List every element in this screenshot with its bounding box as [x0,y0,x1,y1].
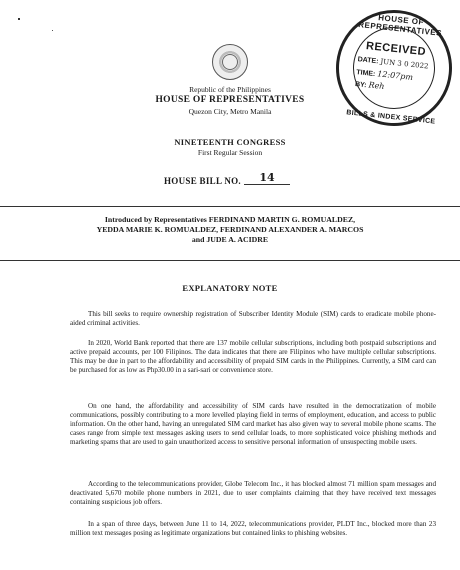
scan-speck [18,18,20,20]
received-stamp [330,4,457,131]
city-line: Quezon City, Metro Manila [188,107,272,116]
paragraph-text: In 2020, World Bank reported that there are 137 mobile cellular subscriptions, including both postpaid subscriptions and active prepaid accounts, per 100 Filipinos. The data indicates that there are Filipinos who have multiple cellular subscriptions. This may be due in part to the affordability and accessibility of prepaid SIM cards in the Philippines. Currently, a SIM card can be purchased for as low as Php30.00 in a sari-sari or convenience store. [70,339,436,374]
paragraph-1 [70,310,436,328]
paragraph-4 [70,480,436,507]
explanatory-note-title: EXPLANATORY NOTE [182,283,278,293]
stamp-top-text: HOUSE OF REPRESENTATIVES [357,13,443,38]
session-line: First Regular Session [197,148,263,157]
paragraph-text: On one hand, the affordability and accessibility of SIM cards have resulted in the democratization of mobile communications, possibly contributing to a more levelled playing field in terms of employment, education, and access to public information. On the other hand, having an unregulated SIM card market has also given way to several mobile phone scams. The cases range from simple text messages asking users to send cellular loads, to more sophisticated voice phishing methods and marketing spams that are used to gain unauthorized access to sensitive personal information of unsuspecting mobile users. [70,402,436,446]
top-divider [0,206,460,207]
stamp-bottom-text: BILLS & INDEX SERVICE [345,109,436,126]
bill-label: HOUSE BILL NO. [164,176,241,186]
bottom-divider [0,260,460,261]
authors-line-1: Introduced by Representatives FERDINAND MARTIN G. ROMUALDEZ, [104,215,356,224]
authors-line-3: and JUDE A. ACIDRE [191,235,269,244]
paragraph-3 [70,402,436,447]
stamp-time-label: TIME: [355,69,376,79]
congress-title: NINETEENTH CONGRESS [174,137,286,147]
paragraph-5 [70,520,436,538]
scan-speck [52,30,53,31]
stamp-title: RECEIVED [365,39,427,59]
stamp-time-value: 12:07pm [376,69,414,83]
stamp-date-value: JUN 3 0 2022 [380,57,429,71]
house-name: HOUSE OF REPRESENTATIVES [155,95,305,105]
stamp-by-label: BY: [354,81,367,90]
stamp-by-value: Reh [368,80,385,92]
stamp-date-label: DATE: [357,56,379,66]
paragraph-text: This bill seeks to require ownership registration of Subscriber Identity Module (SIM) cards to eradicate mobile phone-aided criminal activities. [70,310,436,327]
paragraph-text: According to the telecommunications provider, Globe Telecom Inc., it has blocked almost 71 million spam messages and deactivated 5,670 mobile phone numbers in 2021, due to user complaints claiming that they have received text messages containing suspicious job offers. [70,480,436,506]
paragraph-text: In a span of three days, between June 11 to 14, 2022, telecommunications provider, PLDT Inc., blocked more than 23 million text messages posing as legitimate organizations but contained links to phishing websites. [70,520,436,537]
authors-line-2: YEDDA MARIE K. ROMUALDEZ, FERDINAND ALEXANDER A. MARCOS [96,225,364,234]
bill-number: 14 [259,171,275,184]
paragraph-2 [70,339,436,375]
bill-number-field [244,168,290,185]
house-seal-logo [212,44,248,80]
authors-block [40,215,420,245]
republic-line: Republic of the Philippines [189,85,271,94]
